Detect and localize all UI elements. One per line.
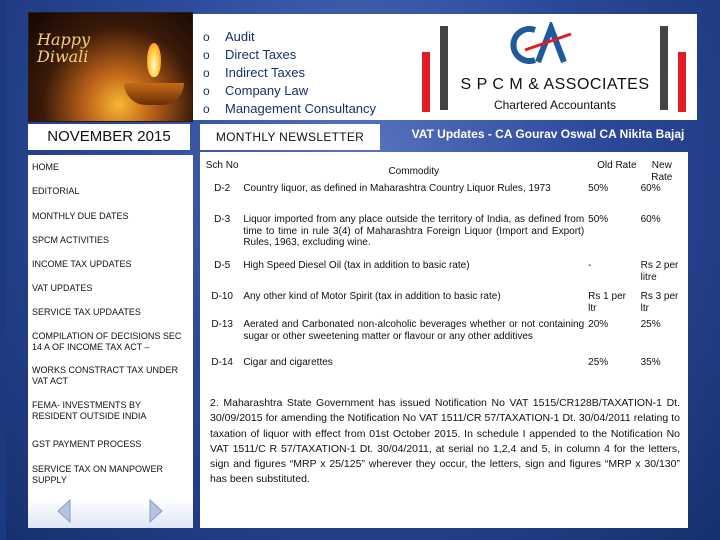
header-commodity: Commodity: [388, 166, 440, 177]
cell-old-rate: 50%: [588, 214, 609, 225]
service-label: Indirect Taxes: [225, 65, 305, 80]
nav-link-service-tax-updates[interactable]: SERVICE TAX UPDAATES: [32, 307, 141, 317]
service-item: [203, 64, 415, 82]
cell-new-rate: Rs 3 per ltr: [640, 291, 679, 314]
service-label: Company Law: [225, 83, 309, 98]
cell-sch: D-3: [214, 214, 231, 225]
bullet-icon: o: [203, 66, 210, 80]
cell-new-rate: 60%: [640, 214, 661, 225]
table-row: [203, 183, 685, 214]
services-panel: [193, 14, 415, 120]
table-row: [203, 291, 685, 319]
bullet-icon: o: [203, 102, 210, 116]
cell-commodity: High Speed Diesel Oil (tax in addition to basic rate): [243, 260, 470, 271]
ca-logo-text: CA: [505, 22, 507, 23]
nav-link-service-tax-manpower[interactable]: SERVICE TAX ON MANPOWER SUPPLY: [32, 464, 164, 485]
nav-link-home[interactable]: HOME: [32, 162, 59, 172]
lamp-flame-icon: [147, 43, 161, 77]
nav-link-fema-investments[interactable]: FEMA- INVESTMENTS BY RESIDENT OUTSIDE INDIA: [32, 400, 147, 421]
logo-gray-bar: [440, 26, 448, 110]
vat-rate-table: [203, 160, 685, 369]
logo-red-bar: [678, 52, 686, 112]
nav-link-vat-updates[interactable]: VAT UPDATES: [32, 283, 93, 293]
cell-commodity: Liquor imported from any place outside the territory of India, as defined from time to time in rule 3(4) of Maharashtra Foreign Liquor (Import and Export) Rules, 1963, excluding wine.: [243, 214, 585, 248]
service-label: Direct Taxes: [225, 47, 297, 62]
cell-sch: D-10: [211, 291, 233, 302]
bullet-icon: o: [203, 84, 210, 98]
cell-old-rate: 50%: [588, 183, 609, 194]
cell-sch: D-14: [211, 357, 233, 368]
next-arrow-icon[interactable]: [146, 498, 166, 524]
nav-link-spcm-activities[interactable]: SPCM ACTIVITIES: [32, 235, 110, 245]
header-old-rate: Old Rate: [597, 160, 637, 171]
article-title: VAT Updates - CA Gourav Oswal CA Nikita Bajaj: [411, 127, 685, 141]
prev-arrow-icon[interactable]: [54, 498, 74, 524]
bullet-icon: o: [203, 48, 210, 62]
table-row: [203, 357, 685, 369]
cell-commodity: Any other kind of Motor Spirit (tax in addition to basic rate): [243, 291, 501, 302]
cell-commodity: Country liquor, as defined in Maharashtra Country Liquor Rules, 1973: [243, 183, 551, 194]
cell-sch: D-13: [211, 319, 233, 330]
cell-new-rate: 35%: [640, 357, 661, 368]
logo-red-bar: [422, 52, 430, 112]
issue-month: NOVEMBER 2015: [47, 128, 171, 145]
table-header-row: [203, 160, 685, 183]
nav-link-works-contract-tax[interactable]: WORKS CONSTRACT TAX UNDER VAT ACT: [32, 365, 179, 386]
header-sch: Sch No: [205, 160, 239, 171]
nav-link-editorial[interactable]: EDITORIAL: [32, 186, 80, 196]
cell-old-rate: -: [588, 260, 592, 271]
nav-link-monthly-due-dates[interactable]: MONTHLY DUE DATES: [32, 211, 129, 221]
logo-gray-bar: [660, 26, 668, 110]
left-edge-bar: [0, 0, 6, 540]
table-row: [203, 214, 685, 260]
nav-link-compilation-decisions[interactable]: COMPILATION OF DECISIONS SEC 14 A OF INCOME TAX ACT –: [32, 331, 182, 352]
cell-sch: D-2: [214, 183, 231, 194]
nav-link-gst-payment[interactable]: GST PAYMENT PROCESS: [32, 439, 142, 449]
service-item: [203, 82, 415, 100]
newsletter-title: MONTHLY NEWSLETTER: [215, 130, 365, 144]
diya-lamp-icon: [124, 83, 184, 105]
cell-sch: D-5: [214, 260, 231, 271]
cell-new-rate: Rs 2 per litre: [640, 260, 679, 283]
service-item: [203, 28, 415, 46]
table-row: [203, 260, 685, 291]
ca-logo-icon: [505, 22, 573, 68]
cell-old-rate: 25%: [588, 357, 609, 368]
nav-link-income-tax-updates[interactable]: INCOME TAX UPDATES: [32, 259, 132, 269]
bullet-icon: o: [203, 30, 210, 44]
diwali-greeting: Happy Diwali: [37, 30, 91, 66]
diwali-banner-image: [28, 12, 193, 122]
cell-new-rate: 25%: [640, 319, 661, 330]
cell-commodity: Aerated and Carbonated non-alcoholic beverages whether or not containing sugar or other sweetening matter or flavour or any other additives: [243, 319, 585, 342]
cell-old-rate: Rs 1 per ltr: [588, 291, 626, 314]
cell-new-rate: 60%: [640, 183, 661, 194]
cell-old-rate: 20%: [588, 319, 609, 330]
service-item: [203, 100, 415, 118]
nav-arrows: [28, 492, 193, 528]
firm-subtitle: Chartered Accountants: [493, 98, 617, 112]
cell-commodity: Cigar and cigarettes: [243, 357, 333, 368]
header-new-rate: New Rate: [651, 160, 673, 183]
service-label: Management Consultancy: [225, 101, 377, 116]
notification-paragraph: 2. Maharashtra State Government has issued Notification No VAT 1515/CR128B/TAXATION-1 Dt. 30/09/2015 for amending the Notification No VAT 1511/CR 57/TAXATION-1 Dt. 30/04/2011 relating to taxation of liquor with effect from 01st October 2015. In schedule I appended to the Notification No VAT 1511/C R 57/TAXATION-1 Dt. 30/04/2011, at serial no 1,2,4 and 5, in column 4 for the letters, sign and figures “MRP x 25/125” wherever they occur, the letters, sign and figures “MRP x 30/130” has been substituted.: [210, 397, 680, 486]
service-label: Audit: [225, 29, 255, 44]
firm-name: S P C M & ASSOCIATES: [460, 76, 650, 93]
services-list: [193, 14, 415, 118]
table-row: [203, 319, 685, 357]
service-item: [203, 46, 415, 64]
